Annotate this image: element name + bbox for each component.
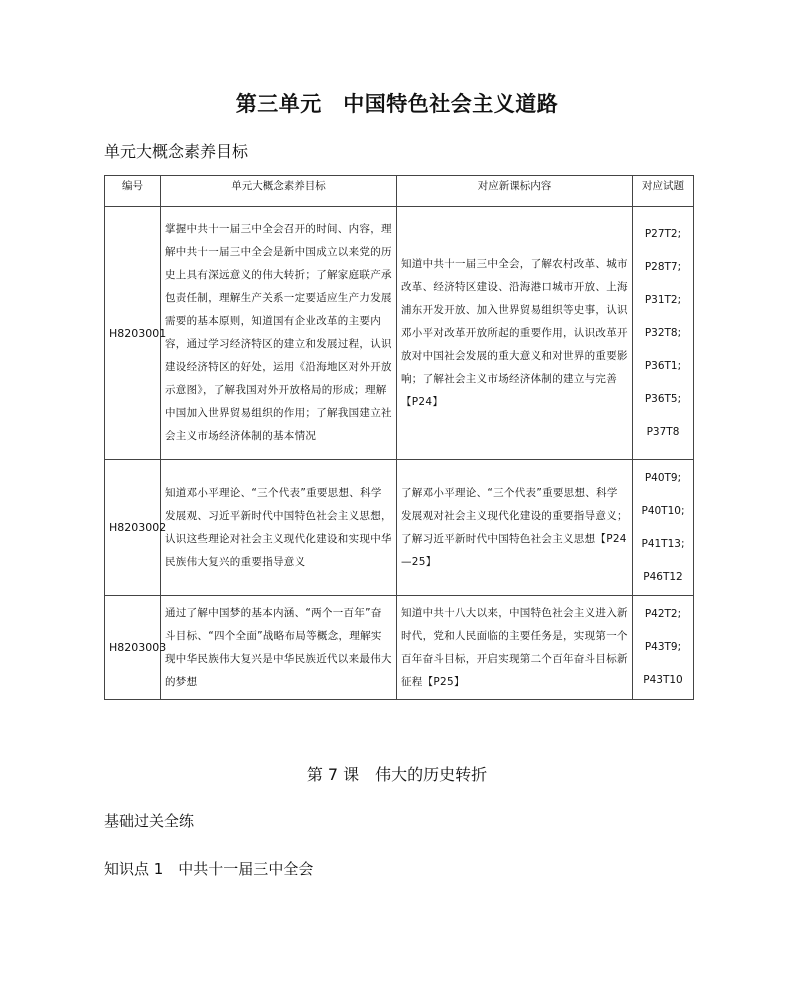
table-row xyxy=(105,596,694,700)
table-row xyxy=(105,460,694,596)
question-ref: P28T7; xyxy=(644,260,682,273)
row-questions xyxy=(633,460,694,596)
row-standard: 了解邓小平理论、“三个代表”重要思想、科学发展观对社会主义现代化建设的重要指导意义；了解习近平新时代中国特色社会主义思想【P24—25】 xyxy=(397,460,633,596)
lesson-title: 第 7 课 伟大的历史转折 xyxy=(306,765,488,784)
question-ref: P46T12 xyxy=(643,570,683,583)
row-goal: 知道邓小平理论、“三个代表”重要思想、科学发展观、习近平新时代中国特色社会主义思想，认识这些理论对社会主义现代化建设和实现中华民族伟大复兴的重要指导意义 xyxy=(161,460,397,596)
unit-title: 第三单元 中国特色社会主义道路 xyxy=(235,92,559,116)
row-code: H8203003 xyxy=(105,596,161,700)
question-ref: P36T1; xyxy=(644,359,682,372)
section-title: 基础过关全练 xyxy=(104,812,195,830)
question-ref: P42T2; xyxy=(644,608,682,620)
question-ref: P41T13; xyxy=(641,537,685,550)
header-goal: 单元大概念素养目标 xyxy=(161,176,397,207)
header-questions: 对应试题 xyxy=(633,176,694,207)
table-header-row xyxy=(105,176,694,207)
question-ref: P43T9; xyxy=(644,641,682,653)
question-ref: P43T10 xyxy=(643,674,683,686)
row-goal: 掌握中共十一届三中全会召开的时间、内容，理解中共十一届三中全会是新中国成立以来党的历史上具有深远意义的伟大转折；了解家庭联产承包责任制，理解生产关系一定要适应生产力发展需要的基本原则，知道国有企业改革的主要内容，通过学习经济特区的建立和发展过程，认识建设经济特区的好处，运用《沿海地区对外开放示意图》，了解我国对外开放格局的形成；理解中国加入世界贸易组织的作用；了解我国建立社会主义市场经济体制的基本情况 xyxy=(161,207,397,460)
row-code: H8203002 xyxy=(105,460,161,596)
question-ref: P32T8; xyxy=(644,326,682,339)
question-ref: P27T2; xyxy=(644,227,682,240)
header-standard: 对应新课标内容 xyxy=(397,176,633,207)
row-code: H8203001 xyxy=(105,207,161,460)
row-standard: 知道中共十一届三中全会，了解农村改革、城市改革、经济特区建设、沿海港口城市开放、上海浦东开发开放、加入世界贸易组织等史事，认识邓小平对改革开放所起的重要作用，认识改革开放对中国社会发展的重大意义和对世界的重要影响；了解社会主义市场经济体制的建立与完善【P24】 xyxy=(397,207,633,460)
row-questions xyxy=(633,596,694,700)
question-ref: P40T9; xyxy=(644,471,682,484)
row-questions xyxy=(633,207,694,460)
question-ref: P40T10; xyxy=(641,504,685,517)
header-code: 编号 xyxy=(105,176,161,207)
question-ref: P36T5; xyxy=(644,392,682,405)
row-goal: 通过了解中国梦的基本内涵、“两个一百年”奋斗目标、“四个全面”战略布局等概念，理解实现中华民族伟大复兴是中华民族近代以来最伟大的梦想 xyxy=(161,596,397,700)
question-ref: P31T2; xyxy=(644,293,682,306)
unit-subtitle: 单元大概念素养目标 xyxy=(104,142,249,161)
table-row xyxy=(105,207,694,460)
row-standard: 知道中共十八大以来，中国特色社会主义进入新时代，党和人民面临的主要任务是，实现第一个百年奋斗目标，开启实现第二个百年奋斗目标新征程【P25】 xyxy=(397,596,633,700)
knowledge-point-title: 知识点 1 中共十一届三中全会 xyxy=(104,860,314,878)
goals-table xyxy=(104,175,694,700)
question-ref: P37T8 xyxy=(646,425,680,438)
